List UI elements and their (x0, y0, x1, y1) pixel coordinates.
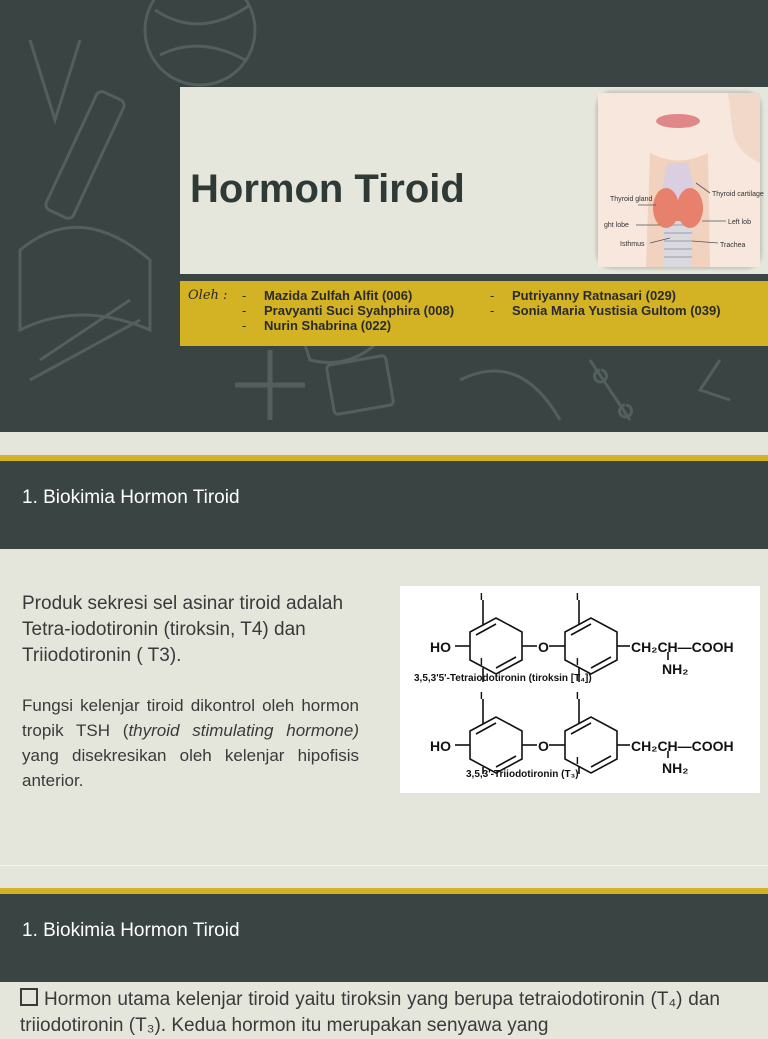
svg-text:NH₂: NH₂ (662, 661, 689, 677)
section-title: 1. Biokimia Hormon Tiroid (22, 920, 240, 941)
author-item: - Pravyanti Suci Syahphira (008) (242, 303, 454, 318)
label-thyroid-cartilage: Thyroid cartilage (712, 191, 764, 198)
svg-text:I: I (576, 592, 579, 603)
svg-text:O: O (538, 639, 549, 655)
slide-divider (0, 865, 768, 866)
author-item: - Sonia Maria Yustisia Gultom (039) (490, 303, 721, 318)
svg-text:HO: HO (430, 639, 451, 655)
svg-text:I: I (480, 657, 483, 668)
svg-text:3,5,3'5'-Tetraiodotironin (tir: 3,5,3'5'-Tetraiodotironin (tiroksin [T₄]) (414, 673, 592, 684)
svg-text:NH₂: NH₂ (662, 760, 689, 776)
label-isthmus: Isthmus (620, 241, 645, 248)
paragraph-secretion: Produk sekresi sel asinar tiroid adalah Tetra-iodotironin (tiroksin, T4) dan Triiodotironin ( T3). (22, 593, 344, 666)
svg-text:I: I (480, 691, 483, 702)
author-item: - Putriyanny Ratnasari (029) (490, 288, 721, 303)
accent-line (0, 455, 768, 461)
checkbox-bullet-icon (20, 988, 38, 1006)
slide2-content (0, 549, 768, 865)
label-right-lobe: ght lobe (604, 222, 629, 229)
neck-thyroid-drawing (598, 93, 764, 267)
section-header (0, 888, 768, 982)
accent-line (0, 888, 768, 894)
benzene-ring (565, 717, 617, 773)
svg-text:I: I (576, 691, 579, 702)
chemical-structures-image (400, 586, 760, 793)
svg-text:I: I (576, 657, 579, 668)
paragraph-function: Fungsi kelenjar tiroid dikontrol oleh hormon tropik TSH (thyroid stimulating hormone) yang disekresikan oleh kelenjar hipofisis anterior. (22, 696, 360, 790)
label-left-lobe: Left lob (728, 219, 751, 226)
benzene-ring (470, 717, 522, 773)
svg-text:3,5,3'-Triiodotironin (T₃): 3,5,3'-Triiodotironin (T₃) (466, 769, 579, 780)
slide-title: Hormon Tiroid (190, 167, 465, 211)
authors-band (180, 281, 768, 346)
thyroid-illustration (598, 93, 764, 267)
authors-list-left (242, 288, 454, 333)
benzene-ring (470, 618, 522, 674)
label-trachea: Trachea (720, 242, 746, 249)
slide3-content (0, 982, 768, 1036)
bullet-paragraph: Hormon utama kelenjar tiroid yaitu tiroksin yang berupa tetraiodotironin (T₄) dan triiodotironin (T₃). Kedua hormon itu merupakan senyawa yang (20, 989, 720, 1036)
svg-text:I: I (480, 592, 483, 603)
svg-text:CH₂CH—COOH: CH₂CH—COOH (631, 738, 734, 754)
title-slide (0, 0, 768, 432)
label-thyroid-gland: Thyroid gland (610, 196, 653, 203)
svg-text:I: I (576, 756, 579, 767)
svg-text:CH₂CH—COOH: CH₂CH—COOH (631, 639, 734, 655)
section-title: 1. Biokimia Hormon Tiroid (22, 487, 240, 508)
oleh-label: Oleh : (188, 288, 228, 303)
svg-text:O: O (538, 738, 549, 754)
thyroid-hormone-structures (400, 586, 760, 793)
authors-list-right (490, 288, 721, 318)
svg-text:HO: HO (430, 738, 451, 754)
section-header (0, 455, 768, 549)
author-item: - Mazida Zulfah Alfit (006) (242, 288, 454, 303)
author-item: - Nurin Shabrina (022) (242, 318, 454, 333)
benzene-ring (565, 618, 617, 674)
